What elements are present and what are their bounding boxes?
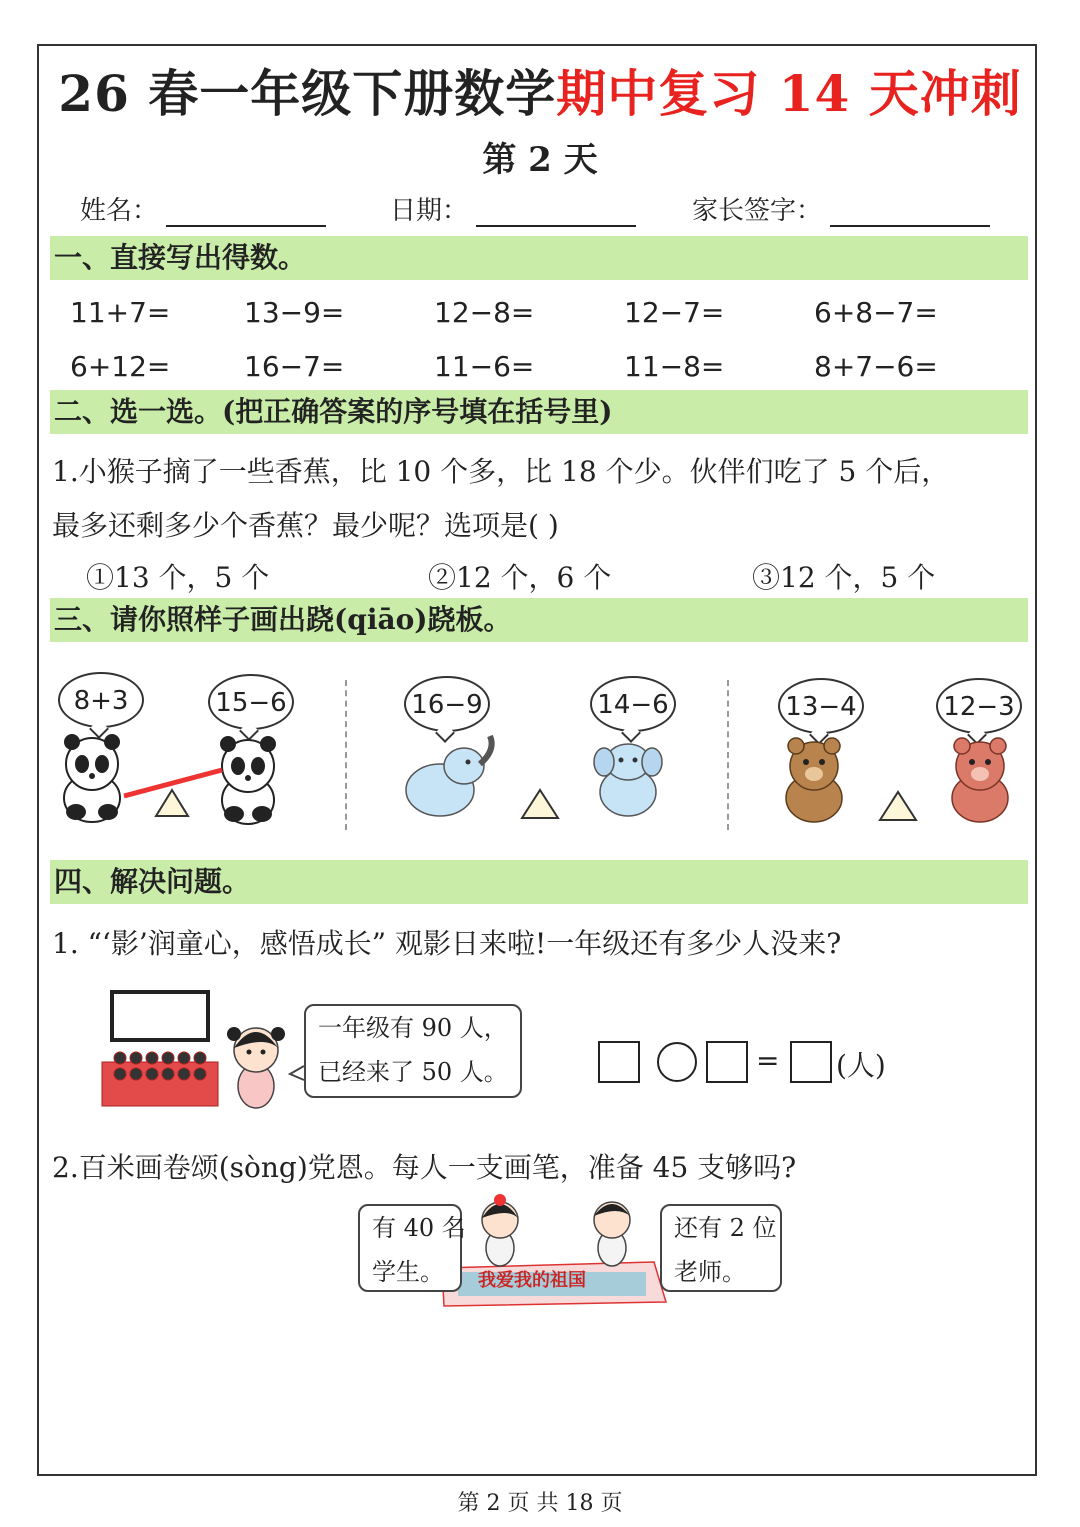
- equation: 16−7=: [244, 350, 345, 383]
- fulcrum-triangle: [522, 790, 558, 818]
- elephant-icon: [594, 744, 662, 816]
- speech-line: 一年级有 90 人，: [318, 1014, 508, 1042]
- operator-circle: [658, 1043, 696, 1081]
- speech-line: 学生。: [372, 1258, 444, 1286]
- girl-icon: [227, 1027, 285, 1108]
- speech-line: 还有 2 位: [674, 1214, 777, 1242]
- answer-box[interactable]: [598, 1041, 640, 1083]
- banner-text: 我爱我的祖国: [478, 1270, 586, 1291]
- option-1: ①13 个，5 个: [86, 561, 270, 594]
- section1-heading: 一、直接写出得数。: [50, 236, 1028, 280]
- date-label: 日期：: [390, 196, 469, 226]
- answer-box[interactable]: [706, 1041, 748, 1083]
- unit-label: (人): [836, 1049, 886, 1082]
- section2-heading: 二、选一选。(把正确答案的序号填在括号里): [50, 390, 1028, 434]
- title-main: 26 春一年级下册数学: [58, 64, 557, 123]
- question-text: 2.百米画卷颂(sòng)党恩。每人一支画笔，准备 45 支够吗?: [52, 1151, 797, 1184]
- equation: 6+12=: [70, 350, 171, 383]
- question-text: 最多还剩多少个香蕉？最少呢？选项是( ): [52, 509, 559, 542]
- boy-icon: [594, 1202, 630, 1266]
- question-text: 1. “‘影’润童心，感悟成长” 观影日来啦!一年级还有多少人没来?: [52, 927, 842, 960]
- fulcrum-triangle: [156, 790, 188, 816]
- equation: 13−9=: [244, 296, 345, 329]
- math-bubble: 8+3: [58, 672, 144, 728]
- cinema-seats-icon: [102, 1052, 218, 1106]
- name-label: 姓名：: [80, 196, 159, 226]
- equation: 8+7−6=: [814, 350, 938, 383]
- girl-icon: [482, 1194, 518, 1266]
- math-bubble: 14−6: [590, 676, 676, 732]
- page-footer: 第 2 页 共 18 页: [457, 1491, 623, 1516]
- speech-line: 有 40 名: [372, 1214, 466, 1242]
- bear-icon: [786, 738, 842, 822]
- elephant-icon: [406, 736, 492, 816]
- screen-icon: [112, 992, 208, 1040]
- equation: 12−7=: [624, 296, 725, 329]
- speech-line: 已经来了 50 人。: [318, 1058, 508, 1086]
- option-3: ③12 个，5 个: [752, 561, 936, 594]
- equation: 11+7=: [70, 296, 171, 329]
- section3-heading: 三、请你照样子画出跷(qiāo)跷板。: [50, 598, 1028, 642]
- equation: 6+8−7=: [814, 296, 938, 329]
- speech-bubble: [358, 1204, 466, 1292]
- day-label: 第 2 天: [482, 140, 598, 180]
- fulcrum-triangle: [880, 792, 916, 820]
- question-text: 1.小猴子摘了一些香蕉，比 10 个多，比 18 个少。伙伴们吃了 5 个后，: [52, 455, 950, 488]
- math-bubble: 12−3: [936, 678, 1022, 734]
- speech-tail: [290, 1066, 304, 1080]
- option-2: ②12 个，6 个: [428, 561, 612, 594]
- panda-icon: [64, 734, 120, 822]
- math-bubble: 15−6: [208, 674, 294, 730]
- parent-signature-label: 家长签字：: [692, 196, 823, 226]
- equation: 12−8=: [434, 296, 535, 329]
- equation: 11−6=: [434, 350, 535, 383]
- equation: 11−8=: [624, 350, 725, 383]
- equals-sign: =: [756, 1044, 780, 1077]
- math-bubble: 13−4: [778, 678, 864, 734]
- panda-icon: [220, 736, 276, 824]
- speech-line: 老师。: [674, 1258, 746, 1286]
- title-highlight: 期中复习 14 天冲刺: [556, 64, 1022, 123]
- bear-icon: [952, 738, 1008, 822]
- answer-box[interactable]: [790, 1041, 832, 1083]
- section4-heading: 四、解决问题。: [50, 860, 1028, 904]
- math-bubble: 16−9: [404, 676, 490, 732]
- speech-bubble: [304, 1004, 522, 1098]
- speech-bubble: [660, 1204, 782, 1292]
